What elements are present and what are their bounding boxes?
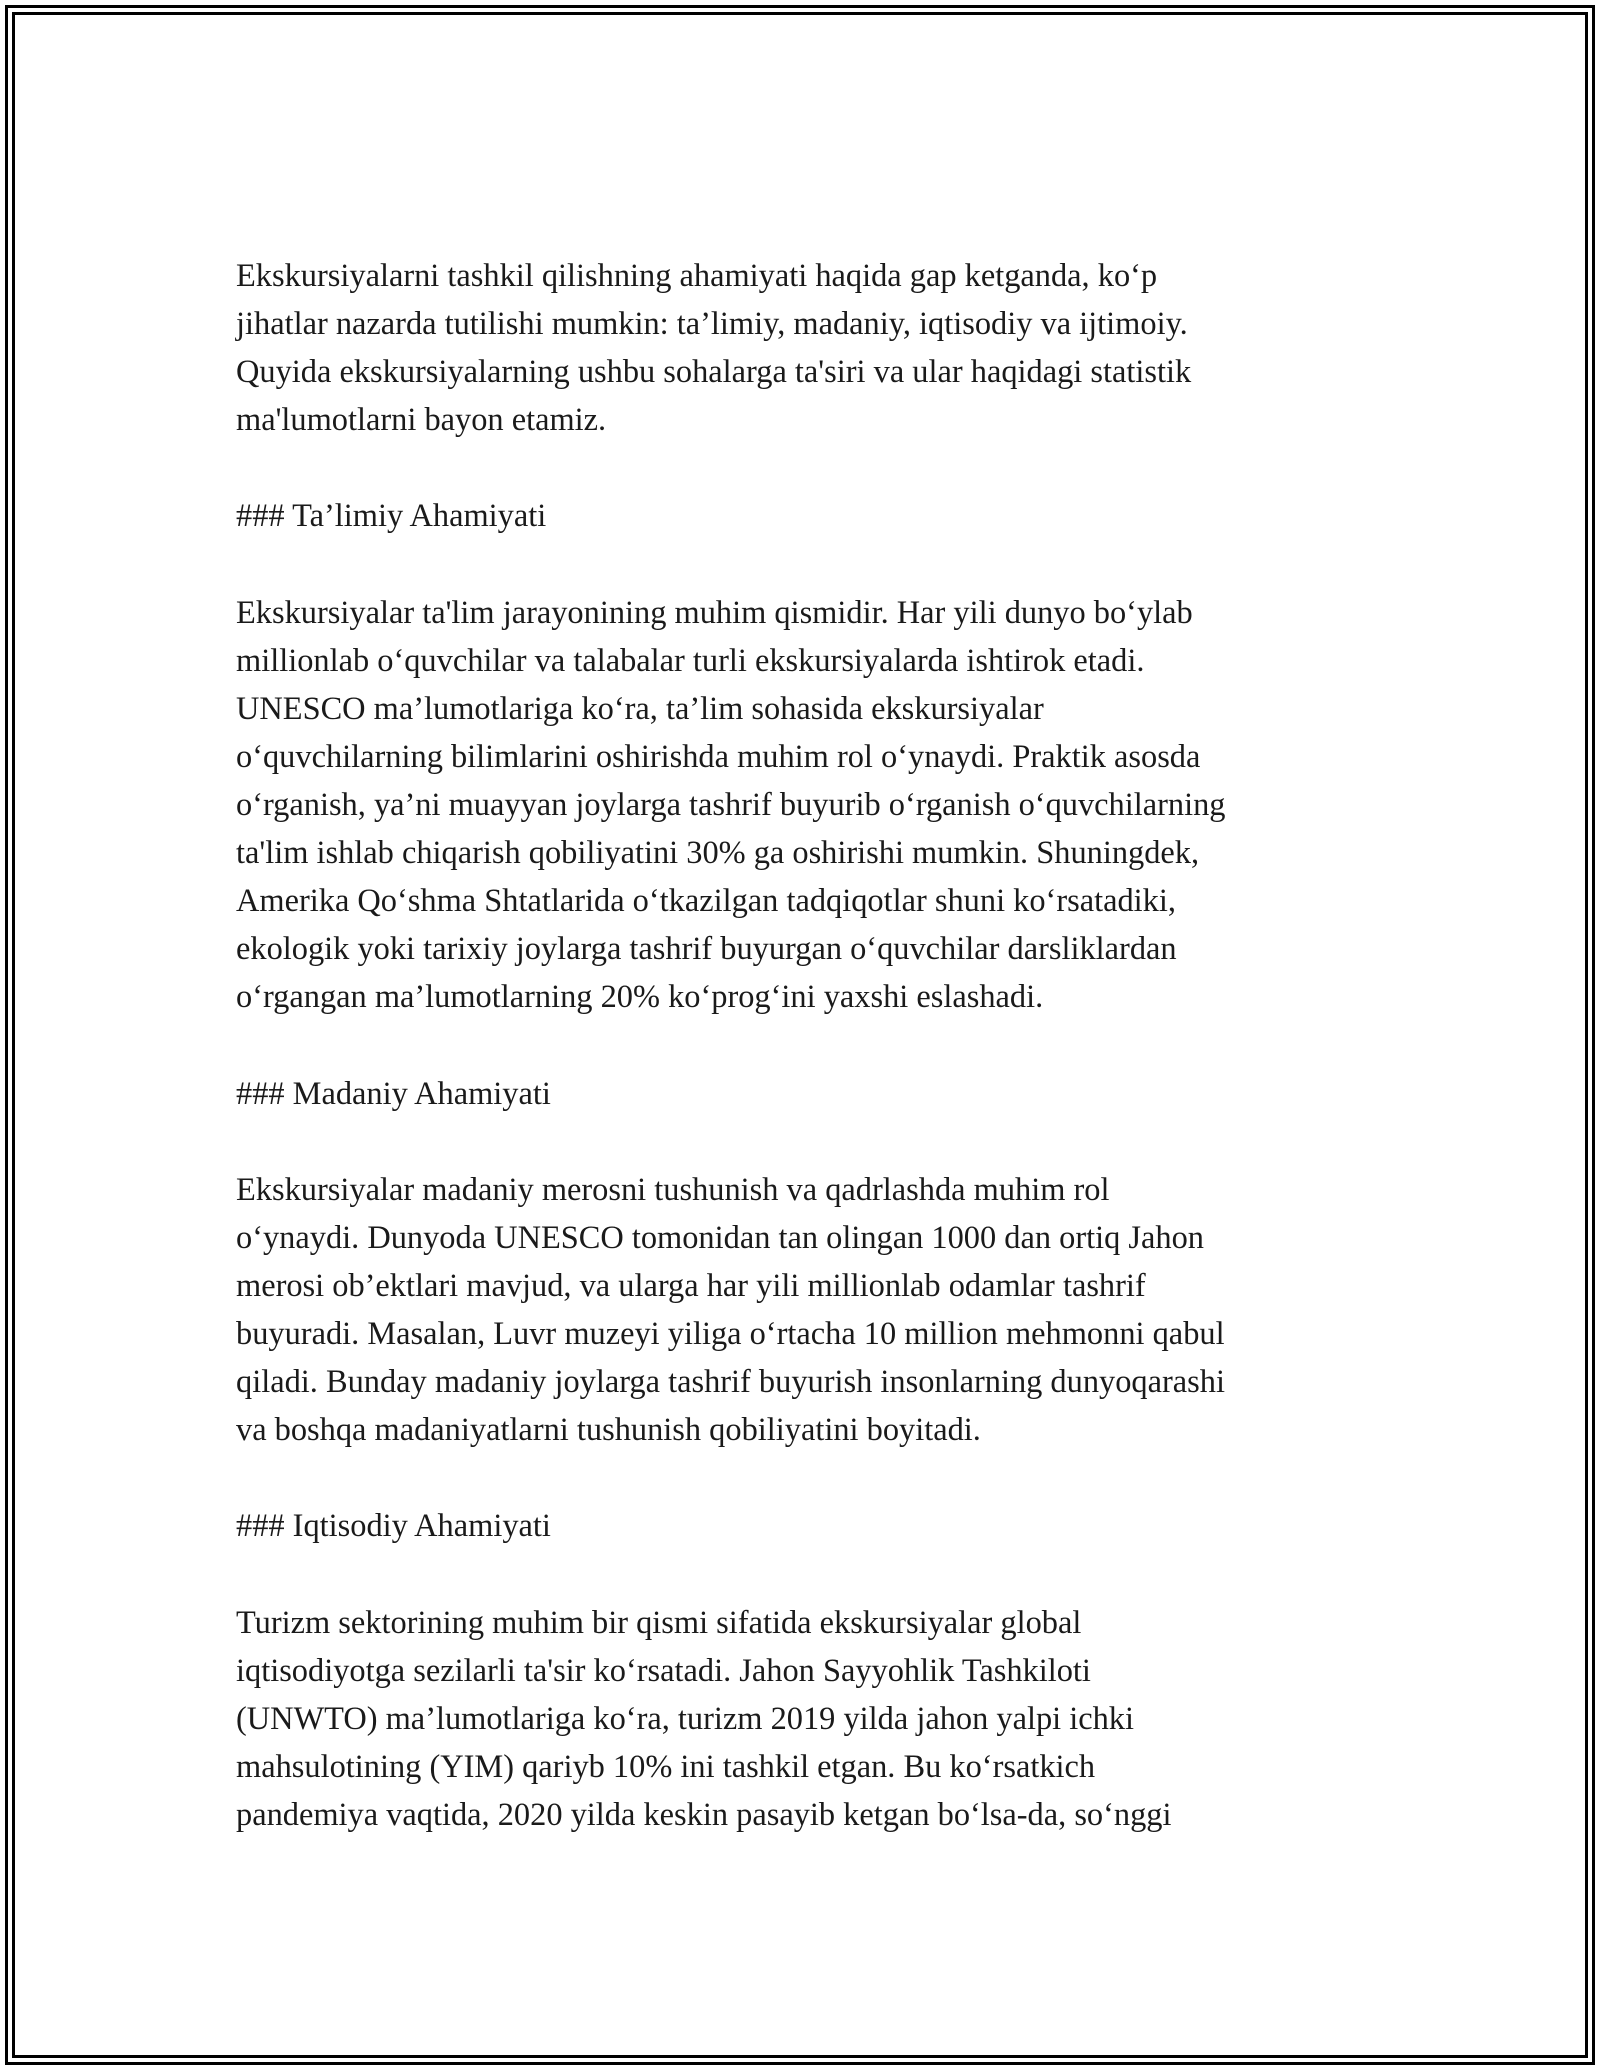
- document-body: [236, 252, 1386, 1887]
- section-paragraph-talimiy: [236, 589, 1386, 1022]
- text-line: Ekskursiyalar madaniy merosni tushunish va qadrlashda muhim rol: [236, 1171, 1110, 1208]
- text-line: pandemiya vaqtida, 2020 yilda keskin pasayib ketgan bo‘lsa-da, so‘nggi: [236, 1797, 1172, 1833]
- text-line: Ekskursiyalarni tashkil qilishning ahamiyati haqida gap ketganda, ko‘p: [236, 258, 1158, 294]
- section-heading-madaniy: ### Madaniy Ahamiyati: [236, 1075, 551, 1112]
- text-line: ma'lumotlarni bayon etamiz.: [236, 402, 607, 439]
- section-paragraph-iqtisodiy: [236, 1599, 1386, 1839]
- text-line: Amerika Qo‘shma Shtatlarida o‘tkazilgan tadqiqotlar shuni ko‘rsatadiki,: [236, 883, 1176, 920]
- text-line: (UNWTO) ma’lumotlariga ko‘ra, turizm 2019 yilda jahon yalpi ichki: [236, 1700, 1135, 1737]
- text-line: ta'lim ishlab chiqarish qobiliyatini 30% ga oshirishi mumkin. Shuningdek,: [236, 835, 1200, 872]
- section-paragraph-madaniy: [236, 1166, 1386, 1455]
- section-heading-iqtisodiy: ### Iqtisodiy Ahamiyati: [236, 1508, 551, 1545]
- text-line: iqtisodiyotga sezilarli ta'sir ko‘rsatadi. Jahon Sayyohlik Tashkiloti: [236, 1652, 1091, 1689]
- text-line: o‘rgangan ma’lumotlarning 20% ko‘prog‘ini yaxshi eslashadi.: [236, 979, 1044, 1016]
- text-line: qiladi. Bunday madaniy joylarga tashrif buyurish insonlarning dunyoqarashi: [236, 1364, 1225, 1401]
- text-line: ekologik yoki tarixiy joylarga tashrif buyurgan o‘quvchilar darsliklardan: [236, 931, 1177, 968]
- text-line: millionlab o‘quvchilar va talabalar turli ekskursiyalarda ishtirok etadi.: [236, 642, 1145, 679]
- text-line: buyuradi. Masalan, Luvr muzeyi yiliga o‘rtacha 10 million mehmonni qabul: [236, 1316, 1225, 1353]
- text-line: o‘quvchilarning bilimlarini oshirishda muhim rol o‘ynaydi. Praktik asosda: [236, 738, 1201, 775]
- text-line: Ekskursiyalar ta'lim jarayonining muhim qismidir. Har yili dunyo bo‘ylab: [236, 594, 1193, 631]
- text-line: jihatlar nazarda tutilishi mumkin: ta’limiy, madaniy, iqtisodiy va ijtimoiy.: [236, 306, 1188, 343]
- text-line: UNESCO ma’lumotlariga ko‘ra, ta’lim sohasida ekskursiyalar: [236, 690, 1044, 727]
- text-line: merosi ob’ektlari mavjud, va ularga har yili millionlab odamlar tashrif: [236, 1267, 1146, 1304]
- text-line: va boshqa madaniyatlarni tushunish qobiliyatini boyitadi.: [236, 1412, 981, 1449]
- intro-paragraph: [236, 252, 1386, 444]
- text-line: Quyida ekskursiyalarning ushbu sohalarga ta'siri va ular haqidagi statistik: [236, 354, 1192, 391]
- text-line: o‘ynaydi. Dunyoda UNESCO tomonidan tan olingan 1000 dan ortiq Jahon: [236, 1219, 1205, 1256]
- text-line: o‘rganish, ya’ni muayyan joylarga tashrif buyurib o‘rganish o‘quvchilarning: [236, 787, 1226, 824]
- section-heading-talimiy: ### Ta’limiy Ahamiyati: [236, 498, 547, 535]
- text-line: Turizm sektorining muhim bir qismi sifatida ekskursiyalar global: [236, 1604, 1082, 1641]
- text-line: mahsulotining (YIM) qariyb 10% ini tashkil etgan. Bu ko‘rsatkich: [236, 1748, 1096, 1785]
